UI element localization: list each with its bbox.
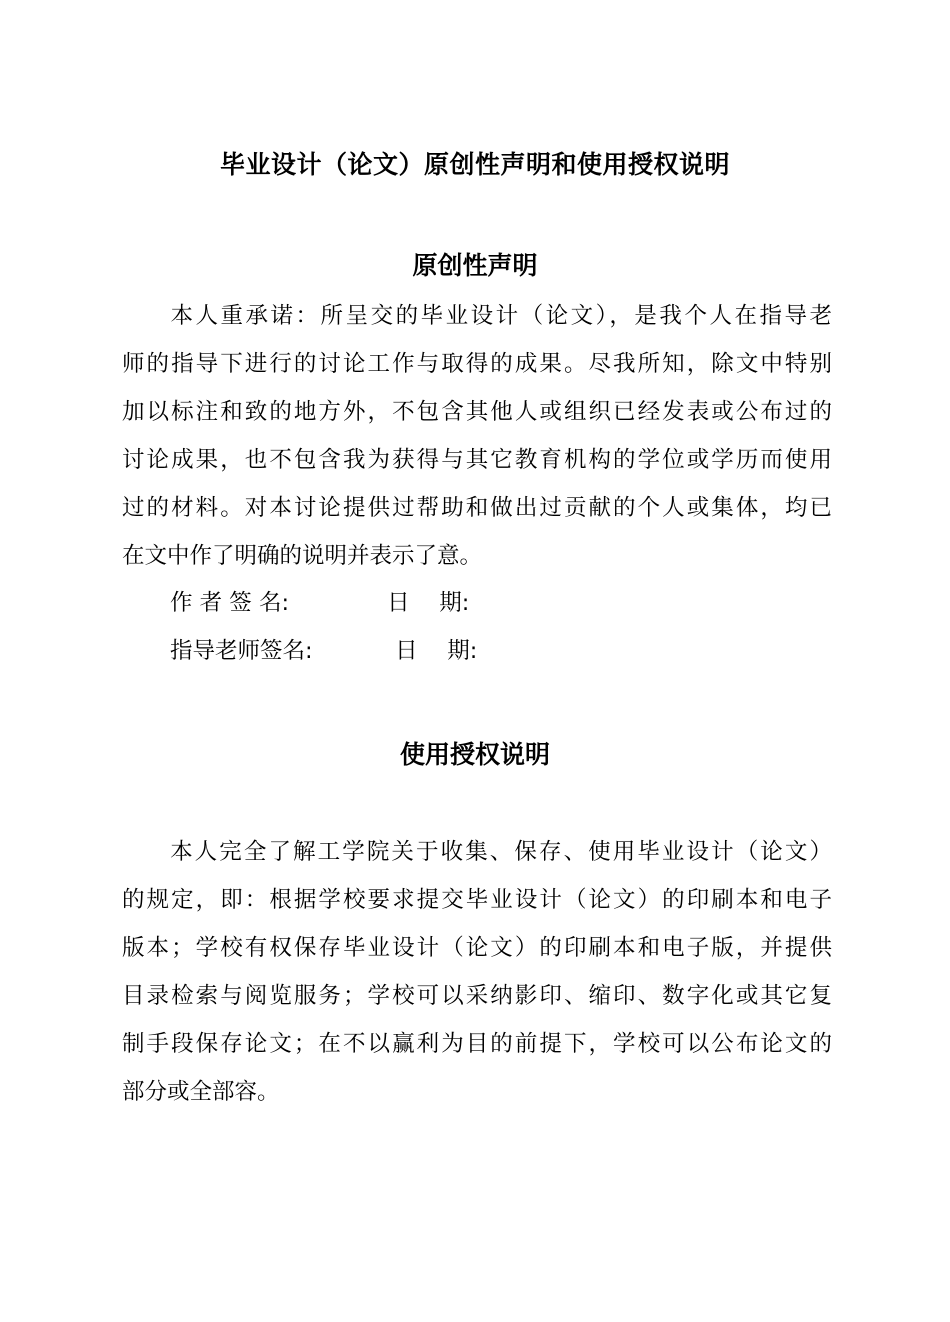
originality-heading: 原创性声明 — [412, 251, 538, 280]
originality-line: 师的指导下进行的讨论工作与取得的成果。尽我所知，除文中特别 — [122, 351, 832, 377]
originality-paragraph — [122, 292, 832, 580]
originality-line: 加以标注和致的地方外，不包含其他人或组织已经发表或公布过的 — [122, 399, 832, 425]
authorization-line: 本人完全了解工学院关于收集、保存、使用毕业设计（论文） — [168, 839, 832, 865]
document-title: 毕业设计（论文）原创性声明和使用授权说明 — [219, 150, 730, 179]
authorization-paragraph — [122, 828, 832, 1116]
originality-line: 讨论成果，也不包含我为获得与其它教育机构的学位或学历而使用 — [122, 447, 832, 473]
originality-line: 过的材料。对本讨论提供过帮助和做出过贡献的个人或集体，均已 — [122, 495, 832, 521]
advisor-signature-row — [170, 636, 477, 666]
author-date-label: 日 期: — [387, 590, 470, 616]
authorization-line: 版本；学校有权保存毕业设计（论文）的印刷本和电子版，并提供 — [122, 935, 832, 961]
authorization-line: 制手段保存论文；在不以赢利为目的前提下，学校可以公布论文的 — [122, 1031, 832, 1057]
authorization-line: 部分或全部容。 — [122, 1079, 280, 1105]
authorization-line: 的规定，即：根据学校要求提交毕业设计（论文）的印刷本和电子 — [122, 887, 832, 913]
advisor-date-label: 日 期: — [395, 638, 478, 664]
author-signature-row — [170, 588, 469, 618]
advisor-signature-label: 指导老师签名: — [170, 638, 313, 664]
author-signature-label: 作 者 签 名: — [170, 590, 290, 616]
originality-line: 本人重承诺：所呈交的毕业设计（论文），是我个人在指导老 — [168, 303, 832, 329]
authorization-heading: 使用授权说明 — [399, 740, 550, 769]
authorization-line: 目录检索与阅览服务；学校可以采纳影印、缩印、数字化或其它复 — [122, 983, 832, 1009]
originality-line: 在文中作了明确的说明并表示了意。 — [122, 543, 483, 569]
